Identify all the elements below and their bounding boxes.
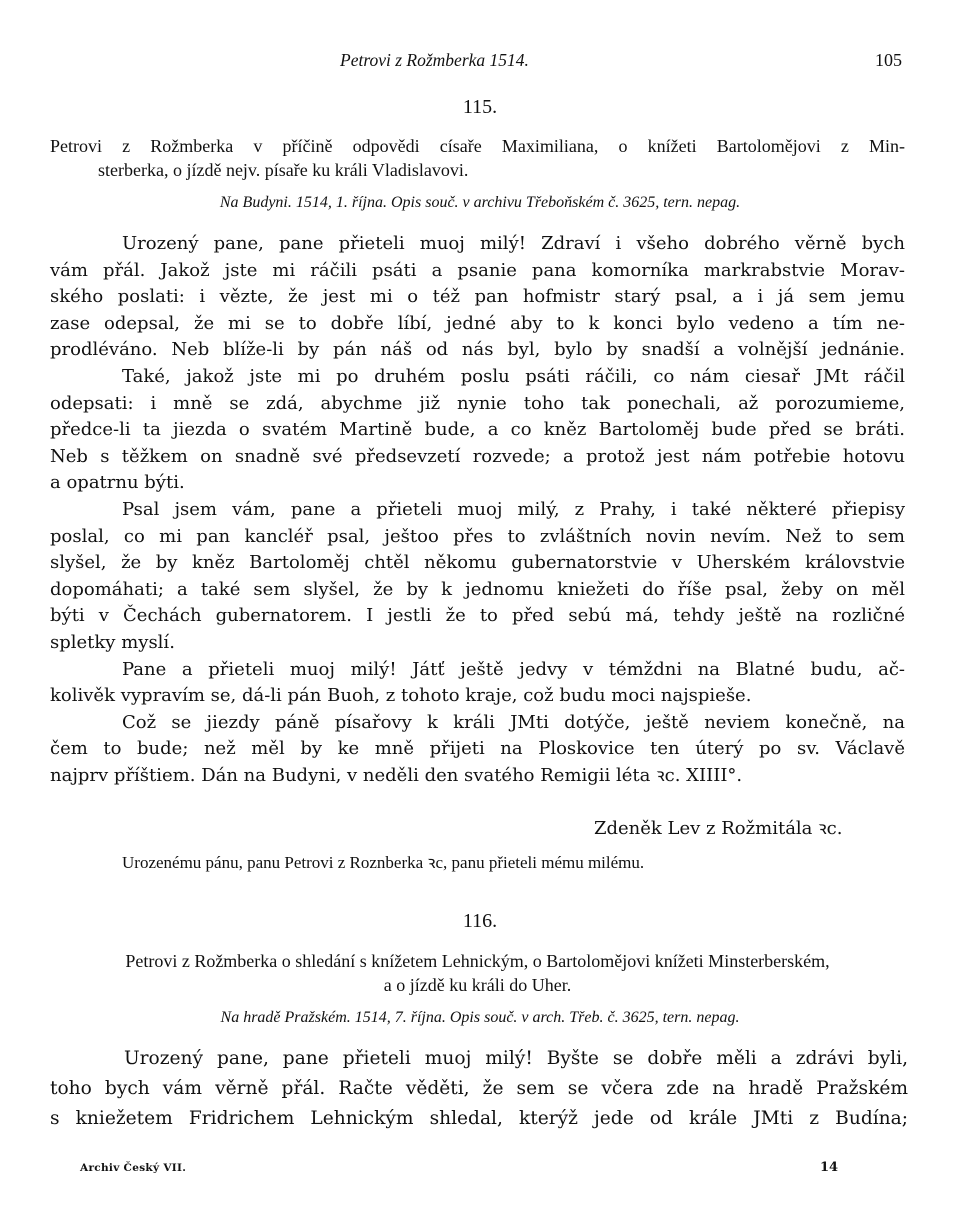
text-line: Což se jiezdy páně písařovy k králi JMti dotýče, ještě neviem konečně, na xyxy=(122,711,905,733)
footer-series-title: Archiv Český VII. xyxy=(80,1162,187,1174)
document-number-115: 115. xyxy=(462,96,498,118)
text-line: a opatrnu býti. xyxy=(50,472,185,494)
text-line: vám přál. Jakož jste mi ráčili psáti a psanie pana komorníka markrabstvie Morav- xyxy=(50,259,905,281)
heading-line: Petrovi z Rožmberka v příčině odpovědi císaře Maximiliana, o knížeti Bartolomějovi z Min- xyxy=(50,136,905,156)
address-line: Urozenému pánu, panu Petrovi z Roznberka ꝛc, panu přieteli mému milému. xyxy=(122,853,645,872)
document-number-116: 116. xyxy=(462,910,498,932)
text-line: najprv příštiem. Dán na Budyni, v neděli den svatého Remigii léta ꝛc. XIIII°. xyxy=(50,764,743,786)
footer-signature-number: 14 xyxy=(820,1160,839,1175)
text-line: předce-li ta jiezda o svatém Martině bude, a co kněz Bartoloměj bude před se bráti. xyxy=(50,419,905,441)
document-meta-116: Na hradě Pražském. 1514, 7. října. Opis souč. v arch. Třeb. č. 3625, tern. nepag. xyxy=(220,1009,740,1026)
text-line: Pane a přieteli muoj milý! Játť ještě jedvy v témždni na Blatné budu, ač- xyxy=(122,658,905,680)
letter-body-115 xyxy=(50,231,905,789)
text-line: s kniežetem Fridrichem Lehnickým shledal, kterýž jede od krále JMti z Budína; xyxy=(50,1108,908,1129)
document-heading-115 xyxy=(50,134,905,182)
text-line: odepsati: i mně se zdá, abychme již nynie toho tak ponechali, až porozumieme, xyxy=(50,392,905,414)
heading-line: Petrovi z Rožmberka o shledání s knížetem Lehnickým, o Bartolomějovi knížeti Minsterberském, xyxy=(125,951,830,971)
text-line: kolivěk vypravím se, dá-li pán Buoh, z tohoto kraje, což budu moci najspieše. xyxy=(50,685,752,707)
page-number: 105 xyxy=(875,50,902,70)
letter-body-116 xyxy=(50,1044,908,1134)
text-line: Urozený pane, pane přieteli muoj milý! Byšte se dobře měli a zdrávi byli, xyxy=(124,1048,908,1069)
text-line: Neb s těžkem on snadně své předsevzetí rozvede; a protož jest nám potřebie hotovu xyxy=(50,445,905,467)
text-line: slyšel, že by kněz Bartoloměj chtěl někomu gubernatorstvie v Uherském královstvie xyxy=(50,552,905,574)
text-line: poslal, co mi pan kancléř psal, ještoo přes to zvláštních novin nevím. Než to sem xyxy=(50,525,905,547)
heading-line: a o jízdě ku králi do Uher. xyxy=(383,975,572,995)
text-line: dopomáhati; a také sem slyšel, že by k jednomu kniežeti do říše psal, žeby on měl xyxy=(50,578,905,600)
text-line: Urozený pane, pane přieteli muoj milý! Zdraví i všeho dobrého věrně bych xyxy=(122,233,905,254)
running-title: Petrovi z Rožmberka 1514. xyxy=(340,50,529,70)
text-line: toho bych vám věrně přál. Račte věděti, že sem se včera zde na hradě Pražském xyxy=(50,1078,908,1099)
text-line: prodléváno. Neb blíže-li by pán náš od nás byl, bylo by snadší a volnější jednánie. xyxy=(50,339,905,361)
document-meta-115: Na Budyni. 1514, 1. října. Opis souč. v archivu Třeboňském č. 3625, tern. nepag. xyxy=(219,194,741,211)
document-heading-116 xyxy=(50,949,905,997)
text-line: spletky myslí. xyxy=(50,631,175,653)
signature: Zdeněk Lev z Rožmitála ꝛc. xyxy=(594,818,843,839)
text-line: Psal jsem vám, pane a přieteli muoj milý, z Prahy, i také některé přiepisy xyxy=(122,498,905,520)
text-line: čem to bude; než měl by ke mně přijeti na Ploskovice ten úterý po sv. Václavě xyxy=(50,738,905,760)
text-line: zase odepsal, že mi se to dobře líbí, jedné aby to k konci bylo vedeno a tím ne- xyxy=(50,312,905,334)
text-line: Také, jakož jste mi po druhém poslu psáti ráčili, co nám ciesař JMt ráčil xyxy=(122,365,905,387)
heading-line: sterberka, o jízdě nejv. písaře ku králi Vladislavovi. xyxy=(98,160,469,180)
text-line: ského poslati: i vězte, že jest mi o též pan hofmistr starý psal, a i já sem jemu xyxy=(50,286,905,308)
text-line: býti v Čechách gubernatorem. I jestli že to před sebú má, tehdy ještě na rozličné xyxy=(50,605,905,627)
